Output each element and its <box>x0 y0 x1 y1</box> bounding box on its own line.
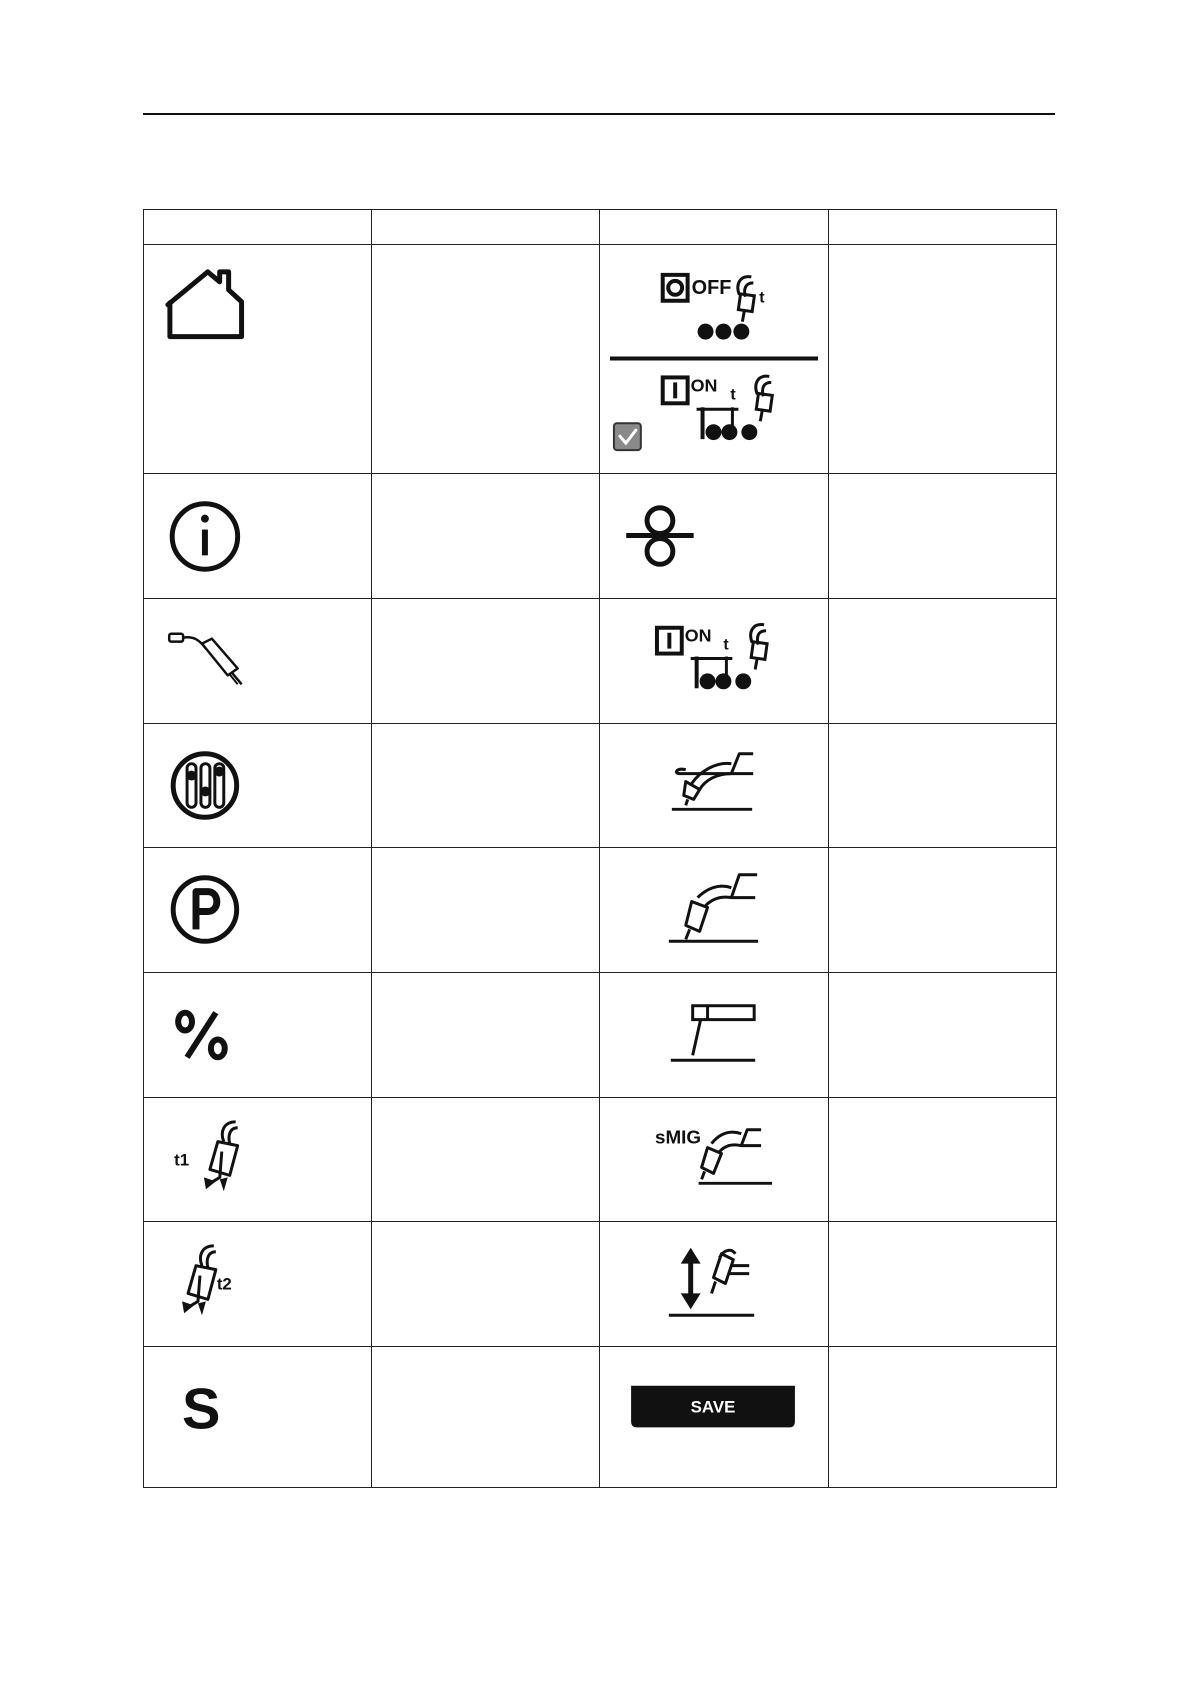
right-symbol-cell <box>600 1347 829 1488</box>
left-symbol-cell <box>144 724 372 848</box>
header-cell <box>144 210 372 245</box>
right-description-cell <box>829 848 1057 973</box>
table-row <box>144 1098 1057 1222</box>
header-cell <box>829 210 1057 245</box>
header-cell <box>372 210 600 245</box>
top-rule <box>143 113 1055 115</box>
smig-torch-icon <box>600 1098 828 1221</box>
left-symbol-cell <box>144 1347 372 1488</box>
pulse-mig-torch-icon <box>600 848 828 972</box>
left-description-cell <box>372 1098 600 1222</box>
right-symbol-cell <box>600 973 829 1098</box>
on-label: ON <box>684 625 712 646</box>
left-description-cell <box>372 474 600 599</box>
settings-sliders-icon <box>144 724 371 847</box>
left-symbol-cell <box>144 474 372 599</box>
info-icon <box>144 474 371 598</box>
torch-t1-icon <box>144 1098 371 1221</box>
t2-label: t2 <box>216 1274 232 1294</box>
right-symbol-cell <box>600 245 829 474</box>
torch-t2-icon <box>144 1222 371 1346</box>
table-row <box>144 724 1057 848</box>
t1-label: t1 <box>174 1150 190 1170</box>
save-label: SAVE <box>690 1397 736 1417</box>
right-description-cell <box>829 1347 1057 1488</box>
table-row <box>144 848 1057 973</box>
spot-weld-off-on-icon <box>600 245 828 473</box>
mig-mag-torch-icon <box>600 724 828 847</box>
left-description-cell <box>372 1347 600 1488</box>
left-description-cell <box>372 724 600 848</box>
right-description-cell <box>829 724 1057 848</box>
table-row <box>144 474 1057 599</box>
save-button-icon <box>600 1347 828 1487</box>
right-symbol-cell <box>600 724 829 848</box>
right-symbol-cell <box>600 848 829 973</box>
right-description-cell <box>829 1222 1057 1347</box>
spot-weld-on-icon <box>600 599 828 723</box>
right-description-cell <box>829 1098 1057 1222</box>
left-description-cell <box>372 245 600 474</box>
right-symbol-cell <box>600 599 829 724</box>
left-description-cell <box>372 1222 600 1347</box>
percent-icon <box>144 973 371 1097</box>
on-label: ON <box>690 375 718 396</box>
s-letter-icon <box>144 1347 371 1487</box>
right-symbol-cell <box>600 474 829 599</box>
symbols-table <box>143 209 1057 1488</box>
welding-gun-icon <box>144 599 371 723</box>
table-row <box>144 599 1057 724</box>
left-description-cell <box>372 973 600 1098</box>
right-symbol-cell <box>600 1222 829 1347</box>
off-label: OFF <box>691 276 732 299</box>
header-cell <box>600 210 829 245</box>
table-row <box>144 973 1057 1098</box>
right-symbol-cell <box>600 1098 829 1222</box>
right-description-cell <box>829 245 1057 474</box>
table-row <box>144 1347 1057 1488</box>
left-description-cell <box>372 848 600 973</box>
left-description-cell <box>372 599 600 724</box>
smig-label: sMIG <box>654 1126 702 1148</box>
right-description-cell <box>829 973 1057 1098</box>
left-symbol-cell <box>144 973 372 1098</box>
left-symbol-cell <box>144 848 372 973</box>
left-symbol-cell <box>144 599 372 724</box>
t-label: t <box>759 289 765 307</box>
left-symbol-cell <box>144 1098 372 1222</box>
torch-height-icon <box>600 1222 828 1346</box>
t-label: t <box>723 636 729 654</box>
left-symbol-cell <box>144 245 372 474</box>
right-description-cell <box>829 599 1057 724</box>
table-header-row <box>144 210 1057 245</box>
t-label: t <box>730 386 736 404</box>
table-row <box>144 1222 1057 1347</box>
s-label: S <box>182 1377 221 1442</box>
home-icon <box>144 245 371 473</box>
table-row <box>144 245 1057 474</box>
parking-p-icon <box>144 848 371 972</box>
right-description-cell <box>829 474 1057 599</box>
mma-electrode-icon <box>600 973 828 1097</box>
wire-feed-rollers-icon <box>600 474 828 598</box>
left-symbol-cell <box>144 1222 372 1347</box>
